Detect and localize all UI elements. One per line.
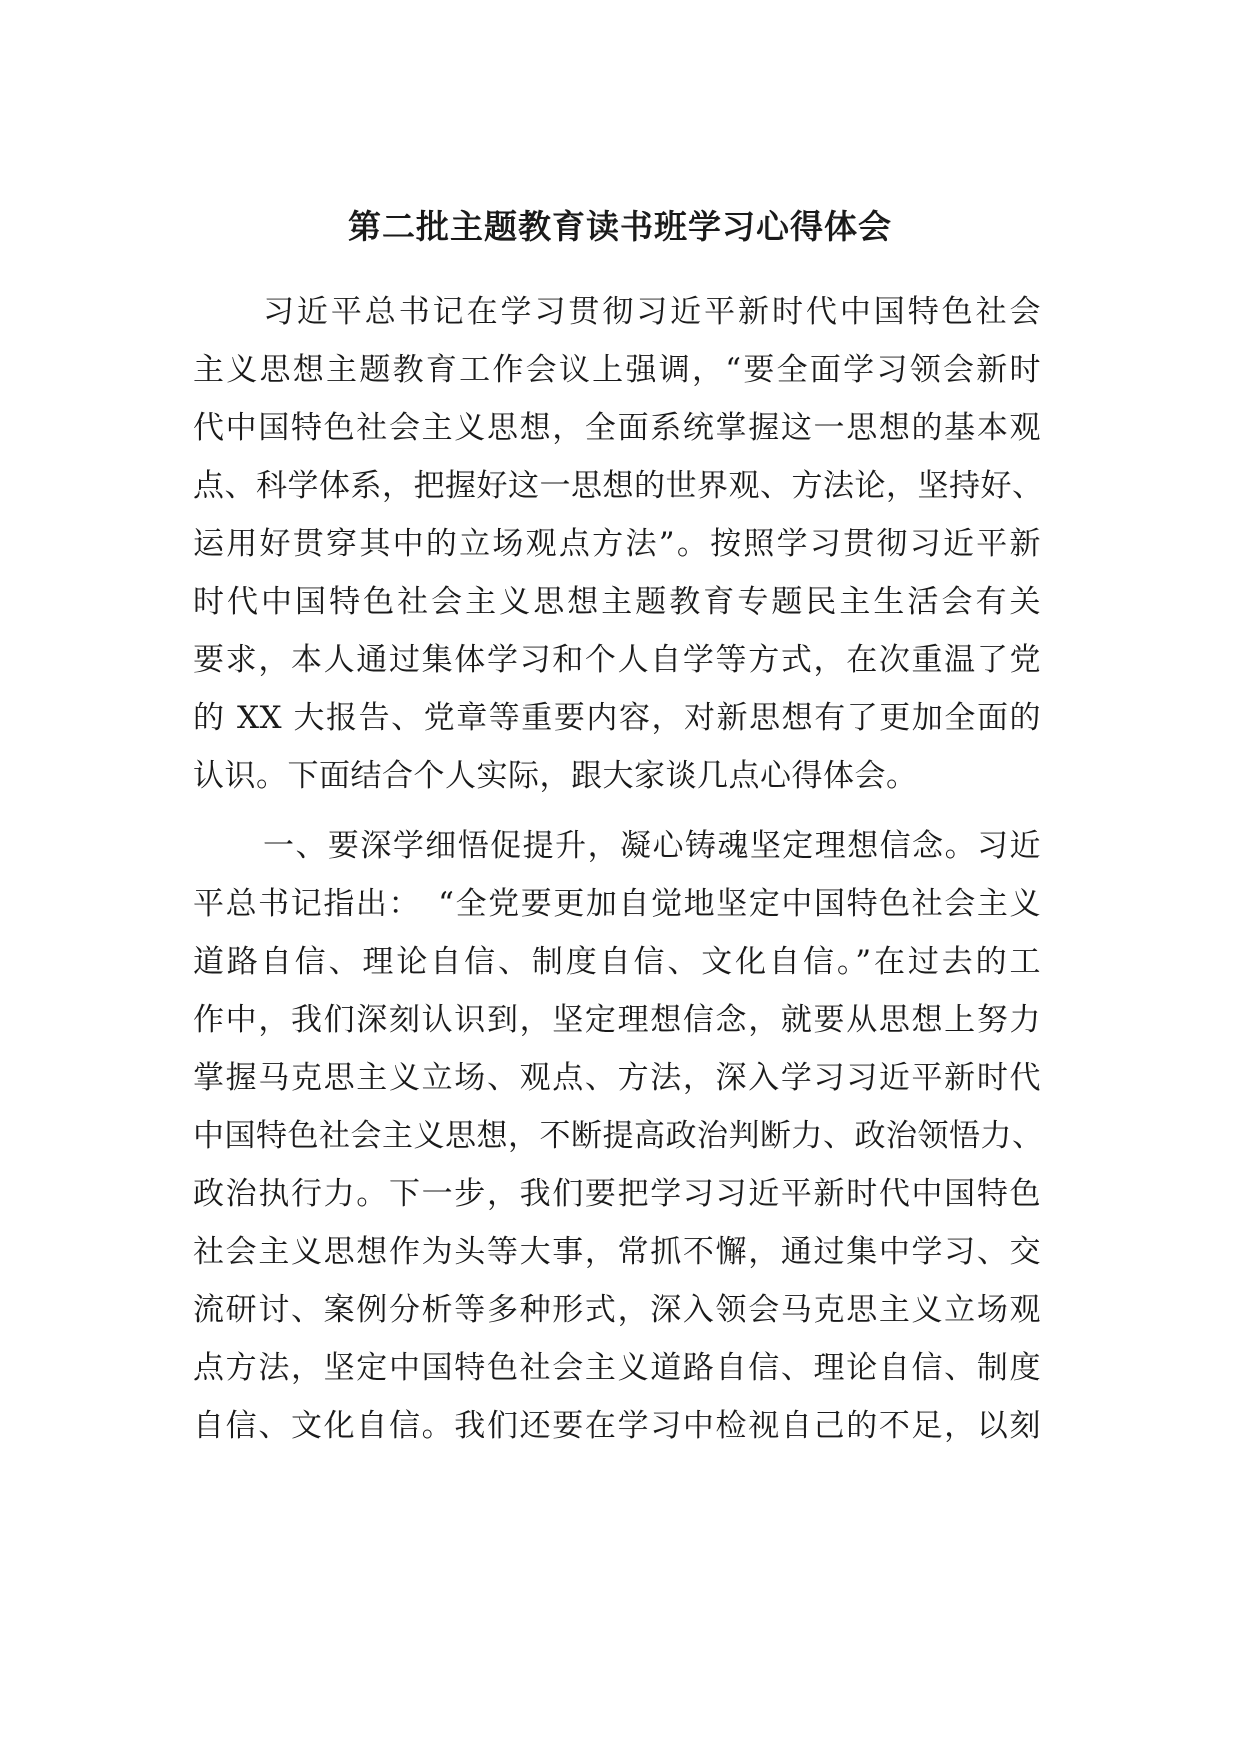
text-line: 掌握马克思主义立场、观点、方法，深入学习习近平新时代 [193, 1060, 1041, 1096]
text-line: 道路自信、理论自信、制度自信、文化自信。”在过去的工 [193, 944, 1041, 980]
text-line: 运用好贯穿其中的立场观点方法”。按照学习贯彻习近平新 [193, 526, 1041, 562]
text-line: 习近平总书记在学习贯彻习近平新时代中国特色社会 [263, 294, 1041, 330]
document-title: 第二批主题教育读书班学习心得体会 [348, 207, 892, 246]
text-line: 作中，我们深刻认识到，坚定理想信念，就要从思想上努力 [193, 1002, 1041, 1038]
text-line: 要求，本人通过集体学习和个人自学等方式，在次重温了党 [193, 642, 1041, 678]
text-line: 流研讨、案例分析等多种形式，深入领会马克思主义立场观 [193, 1292, 1041, 1328]
paragraph-intro [193, 283, 1044, 805]
text-line: 自信、文化自信。我们还要在学习中检视自己的不足，以刻 [193, 1408, 1041, 1444]
text-line: 的 XX 大报告、党章等重要内容，对新思想有了更加全面的 [193, 700, 1041, 736]
text-line: 主义思想主题教育工作会议上强调，“要全面学习领会新时 [193, 352, 1041, 388]
text-line: 认识。下面结合个人实际，跟大家谈几点心得体会。 [193, 758, 918, 794]
text-line: 点、科学体系，把握好这一思想的世界观、方法论，坚持好、 [193, 468, 1044, 504]
text-line: 时代中国特色社会主义思想主题教育专题民主生活会有关 [193, 584, 1041, 620]
text-line: 中国特色社会主义思想，不断提高政治判断力、政治领悟力、 [193, 1118, 1044, 1154]
text-line: 点方法，坚定中国特色社会主义道路自信、理论自信、制度 [193, 1350, 1041, 1386]
text-line: 社会主义思想作为头等大事，常抓不懈，通过集中学习、交 [193, 1234, 1041, 1270]
paragraph-gap [193, 805, 1041, 817]
text-line: 政治执行力。下一步，我们要把学习习近平新时代中国特色 [193, 1176, 1041, 1212]
text-line: 平总书记指出： “全党要更加自觉地坚定中国特色社会主义 [193, 886, 1041, 922]
paragraph-section-one [193, 817, 1044, 1455]
text-line: 代中国特色社会主义思想，全面系统掌握这一思想的基本观 [193, 410, 1041, 446]
text-line: 一、要深学细悟促提升，凝心铸魂坚定理想信念。习近 [263, 828, 1041, 864]
document-body [193, 283, 1044, 1455]
